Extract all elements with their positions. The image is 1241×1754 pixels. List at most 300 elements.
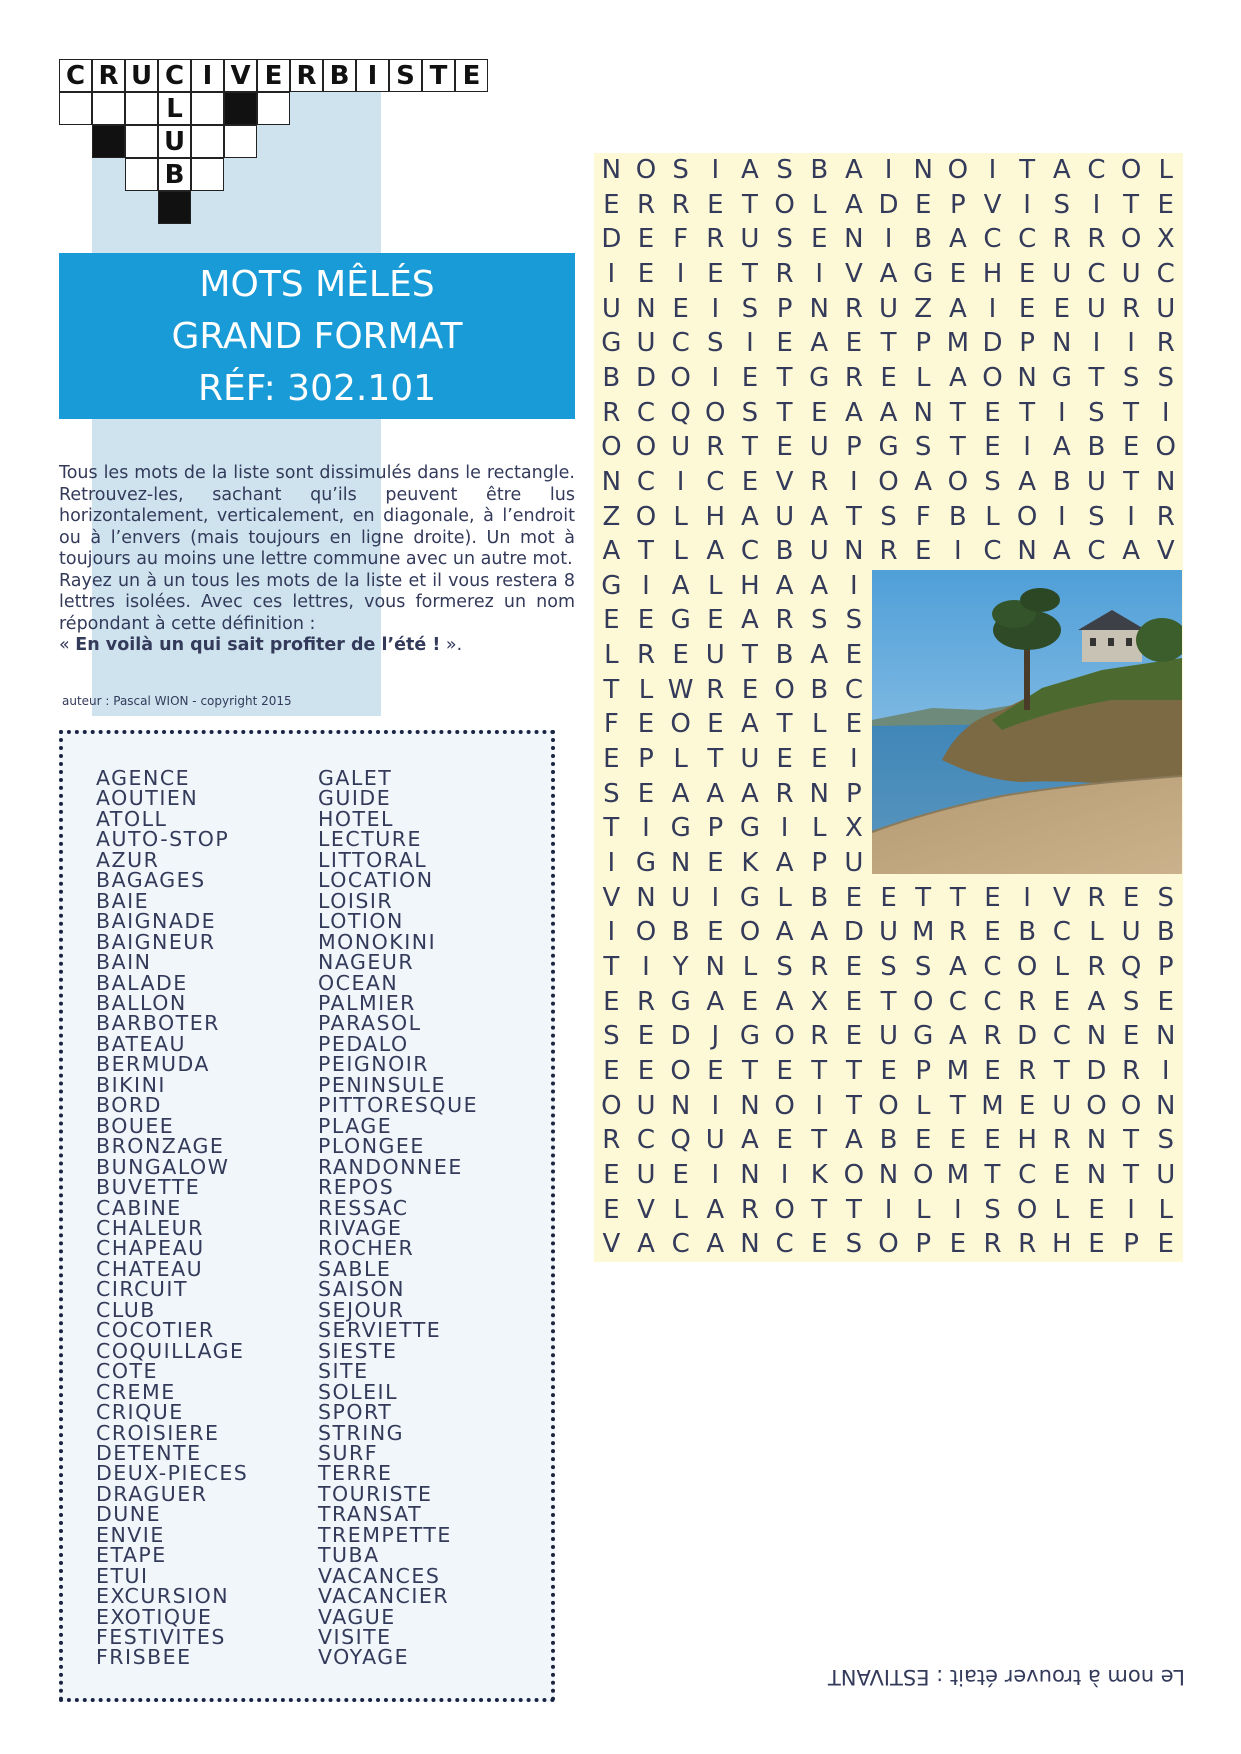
grid-letter[interactable]: S — [810, 605, 828, 636]
grid-letter[interactable]: S — [1122, 986, 1140, 1017]
grid-letter[interactable]: E — [984, 882, 1001, 913]
grid-letter[interactable]: S — [984, 466, 1001, 497]
grid-letter[interactable]: S — [707, 328, 724, 359]
grid-letter[interactable]: R — [844, 293, 863, 324]
grid-letter[interactable]: O — [601, 432, 622, 463]
grid-letter[interactable]: E — [880, 882, 897, 913]
grid-letter[interactable]: A — [948, 951, 967, 982]
grid-letter[interactable]: E — [776, 744, 793, 775]
grid-letter[interactable]: T — [638, 536, 654, 567]
grid-letter[interactable]: I — [1092, 328, 1101, 359]
grid-letter[interactable]: N — [844, 536, 864, 567]
grid-letter[interactable]: B — [810, 882, 829, 913]
grid-letter[interactable]: B — [810, 674, 829, 705]
grid-letter[interactable]: P — [707, 813, 724, 844]
grid-letter[interactable]: Y — [672, 951, 689, 982]
grid-letter[interactable]: L — [1054, 1194, 1070, 1225]
grid-letter[interactable]: U — [775, 501, 795, 532]
grid-letter[interactable]: T — [845, 1194, 862, 1225]
grid-letter[interactable]: U — [1052, 258, 1072, 289]
grid-letter[interactable]: I — [1161, 1055, 1170, 1086]
grid-letter[interactable]: U — [740, 224, 760, 255]
grid-letter[interactable]: C — [1156, 258, 1175, 289]
grid-letter[interactable]: E — [1053, 1159, 1070, 1190]
grid-letter[interactable]: R — [1018, 1055, 1037, 1086]
grid-letter[interactable]: T — [949, 432, 966, 463]
grid-letter[interactable]: C — [1087, 536, 1106, 567]
grid-letter[interactable]: L — [1089, 917, 1104, 948]
grid-letter[interactable]: U — [636, 328, 656, 359]
grid-letter[interactable]: T — [880, 328, 897, 359]
grid-letter[interactable]: S — [1122, 362, 1140, 393]
grid-letter[interactable]: E — [637, 709, 655, 740]
grid-letter[interactable]: R — [879, 536, 898, 567]
grid-letter[interactable]: V — [637, 1194, 655, 1225]
grid-letter[interactable]: E — [672, 1159, 689, 1190]
grid-letter[interactable]: I — [607, 917, 616, 948]
grid-letter[interactable]: E — [776, 1125, 793, 1156]
grid-letter[interactable]: A — [844, 397, 863, 428]
grid-letter[interactable]: O — [878, 1090, 899, 1121]
grid-letter[interactable]: V — [602, 1229, 621, 1260]
grid-letter[interactable]: N — [844, 224, 864, 255]
grid-letter[interactable]: T — [845, 1090, 862, 1121]
grid-letter[interactable]: I — [1057, 501, 1066, 532]
grid-letter[interactable]: A — [1052, 432, 1071, 463]
grid-letter[interactable]: E — [914, 1125, 932, 1156]
grid-letter[interactable]: G — [913, 1021, 934, 1052]
grid-letter[interactable]: B — [879, 1125, 898, 1156]
grid-letter[interactable]: C — [775, 1229, 794, 1260]
grid-letter[interactable]: S — [1053, 189, 1071, 220]
grid-letter[interactable]: E — [811, 224, 828, 255]
grid-letter[interactable]: U — [740, 744, 760, 775]
grid-letter[interactable]: L — [673, 1194, 688, 1225]
grid-letter[interactable]: S — [845, 1229, 863, 1260]
grid-letter[interactable]: P — [1157, 951, 1174, 982]
grid-letter[interactable]: P — [811, 848, 828, 878]
grid-letter[interactable]: M — [911, 917, 935, 948]
grid-letter[interactable]: A — [948, 362, 967, 393]
grid-letter[interactable]: T — [603, 813, 620, 844]
grid-letter[interactable]: N — [913, 397, 933, 428]
grid-letter[interactable]: C — [1087, 155, 1106, 185]
grid-letter[interactable]: O — [843, 1159, 865, 1190]
grid-letter[interactable]: E — [637, 224, 655, 255]
grid-letter[interactable]: T — [949, 397, 966, 428]
grid-letter[interactable]: I — [711, 1159, 720, 1190]
grid-letter[interactable]: O — [670, 709, 691, 740]
grid-letter[interactable]: R — [636, 640, 656, 671]
grid-letter[interactable]: U — [636, 1090, 656, 1121]
grid-letter[interactable]: S — [603, 1021, 620, 1052]
grid-letter[interactable]: T — [1053, 1055, 1070, 1086]
grid-letter[interactable]: E — [741, 466, 759, 497]
grid-letter[interactable]: N — [1052, 328, 1072, 359]
grid-letter[interactable]: C — [671, 1229, 690, 1260]
grid-letter[interactable]: O — [635, 432, 657, 463]
grid-letter[interactable]: O — [774, 189, 795, 220]
grid-letter[interactable]: E — [1018, 293, 1036, 324]
grid-letter[interactable]: S — [914, 951, 932, 982]
grid-letter[interactable]: U — [1156, 1159, 1176, 1190]
grid-letter[interactable]: E — [637, 258, 655, 289]
grid-letter[interactable]: O — [1016, 501, 1038, 532]
grid-letter[interactable]: R — [1018, 1229, 1037, 1260]
grid-letter[interactable]: B — [1052, 466, 1071, 497]
grid-letter[interactable]: A — [948, 224, 967, 255]
grid-letter[interactable]: C — [1087, 258, 1106, 289]
grid-letter[interactable]: E — [949, 1125, 967, 1156]
grid-letter[interactable]: O — [1155, 432, 1176, 463]
grid-letter[interactable]: T — [984, 1159, 1001, 1190]
grid-letter[interactable]: T — [1019, 155, 1036, 185]
grid-letter[interactable]: E — [1157, 189, 1174, 220]
grid-letter[interactable]: U — [705, 1125, 725, 1156]
grid-letter[interactable]: T — [1123, 189, 1140, 220]
grid-letter[interactable]: A — [775, 848, 794, 878]
grid-letter[interactable]: E — [707, 709, 724, 740]
grid-letter[interactable]: O — [635, 917, 657, 948]
grid-letter[interactable]: E — [1122, 432, 1140, 463]
grid-letter[interactable]: S — [880, 951, 897, 982]
grid-letter[interactable]: E — [984, 432, 1001, 463]
grid-letter[interactable]: I — [850, 466, 858, 497]
grid-letter[interactable]: I — [676, 258, 685, 289]
grid-letter[interactable]: R — [775, 605, 794, 636]
grid-letter[interactable]: O — [635, 501, 657, 532]
grid-letter[interactable]: A — [671, 778, 690, 809]
grid-letter[interactable]: I — [954, 1194, 962, 1225]
grid-letter[interactable]: N — [601, 155, 622, 185]
grid-letter[interactable]: S — [984, 1194, 1001, 1225]
grid-letter[interactable]: A — [914, 466, 933, 497]
grid-letter[interactable]: V — [1052, 882, 1071, 913]
grid-letter[interactable]: L — [673, 744, 688, 775]
grid-letter[interactable]: V — [602, 882, 621, 913]
grid-letter[interactable]: E — [984, 1055, 1001, 1086]
grid-letter[interactable]: T — [1123, 466, 1140, 497]
grid-letter[interactable]: A — [810, 501, 829, 532]
grid-letter[interactable]: I — [884, 224, 893, 255]
grid-letter[interactable]: I — [607, 258, 616, 289]
grid-letter[interactable]: S — [603, 778, 620, 809]
grid-letter[interactable]: R — [706, 224, 725, 255]
grid-letter[interactable]: M — [981, 1090, 1004, 1121]
grid-letter[interactable]: R — [1122, 1055, 1141, 1086]
grid-letter[interactable]: L — [742, 951, 758, 982]
grid-letter[interactable]: A — [671, 570, 690, 601]
grid-letter[interactable]: N — [636, 293, 656, 324]
grid-letter[interactable]: U — [879, 1021, 899, 1052]
grid-letter[interactable]: I — [711, 882, 720, 913]
grid-letter[interactable]: G — [601, 328, 622, 359]
grid-letter[interactable]: L — [811, 709, 827, 740]
grid-letter[interactable]: T — [880, 986, 897, 1017]
grid-letter[interactable]: E — [845, 986, 863, 1017]
grid-letter[interactable]: N — [1086, 1125, 1107, 1156]
grid-letter[interactable]: O — [601, 1090, 622, 1121]
grid-letter[interactable]: I — [1161, 397, 1170, 428]
grid-letter[interactable]: U — [1121, 917, 1141, 948]
grid-letter[interactable]: N — [670, 848, 691, 878]
grid-letter[interactable]: R — [948, 917, 967, 948]
grid-letter[interactable]: I — [884, 1194, 893, 1225]
grid-letter[interactable]: A — [775, 917, 794, 948]
grid-letter[interactable]: E — [603, 189, 620, 220]
grid-letter[interactable]: E — [776, 328, 793, 359]
grid-letter[interactable]: A — [741, 778, 759, 809]
grid-letter[interactable]: T — [741, 432, 758, 463]
grid-letter[interactable]: F — [603, 709, 619, 740]
grid-letter[interactable]: R — [636, 986, 656, 1017]
grid-letter[interactable]: H — [740, 570, 760, 601]
grid-letter[interactable]: E — [637, 1021, 655, 1052]
grid-letter[interactable]: T — [741, 258, 758, 289]
grid-letter[interactable]: R — [1087, 951, 1106, 982]
grid-letter[interactable]: T — [1123, 1159, 1140, 1190]
grid-letter[interactable]: A — [844, 1125, 863, 1156]
grid-letter[interactable]: R — [810, 1021, 829, 1052]
grid-letter[interactable]: C — [948, 986, 967, 1017]
grid-letter[interactable]: A — [844, 155, 863, 185]
grid-letter[interactable]: A — [706, 1229, 725, 1260]
grid-letter[interactable]: Q — [670, 397, 691, 428]
grid-letter[interactable]: G — [670, 813, 691, 844]
grid-letter[interactable]: O — [1016, 951, 1038, 982]
grid-letter[interactable]: L — [673, 501, 688, 532]
grid-letter[interactable]: I — [607, 848, 616, 878]
grid-letter[interactable]: S — [776, 951, 793, 982]
grid-letter[interactable]: C — [1052, 917, 1071, 948]
grid-letter[interactable]: S — [741, 397, 759, 428]
grid-letter[interactable]: L — [777, 882, 792, 913]
grid-letter[interactable]: G — [739, 813, 761, 844]
grid-letter[interactable]: I — [1057, 397, 1066, 428]
grid-letter[interactable]: V — [775, 466, 794, 497]
grid-letter[interactable]: N — [1156, 1021, 1176, 1052]
grid-letter[interactable]: I — [642, 570, 650, 601]
grid-letter[interactable]: U — [671, 882, 691, 913]
grid-letter[interactable]: D — [635, 362, 656, 393]
grid-letter[interactable]: S — [1088, 501, 1105, 532]
grid-letter[interactable]: U — [1086, 293, 1106, 324]
grid-letter[interactable]: O — [982, 362, 1003, 393]
grid-letter[interactable]: U — [601, 293, 621, 324]
grid-letter[interactable]: R — [636, 189, 656, 220]
grid-letter[interactable]: U — [671, 432, 691, 463]
grid-letter[interactable]: E — [776, 1055, 793, 1086]
grid-letter[interactable]: E — [603, 986, 620, 1017]
grid-letter[interactable]: S — [672, 155, 689, 185]
grid-letter[interactable]: A — [1052, 536, 1071, 567]
grid-letter[interactable]: A — [706, 536, 725, 567]
grid-letter[interactable]: B — [1018, 917, 1037, 948]
grid-letter[interactable]: E — [1088, 1229, 1105, 1260]
grid-letter[interactable]: I — [711, 293, 720, 324]
grid-letter[interactable]: E — [741, 362, 759, 393]
grid-letter[interactable]: O — [774, 1194, 795, 1225]
grid-letter[interactable]: E — [845, 709, 863, 740]
grid-letter[interactable]: N — [1156, 1090, 1176, 1121]
grid-letter[interactable]: B — [602, 362, 621, 393]
grid-letter[interactable]: T — [1088, 362, 1105, 393]
grid-letter[interactable]: I — [642, 951, 650, 982]
grid-letter[interactable]: E — [845, 882, 863, 913]
grid-letter[interactable]: V — [844, 258, 863, 289]
grid-letter[interactable]: U — [844, 848, 864, 878]
grid-letter[interactable]: L — [811, 813, 827, 844]
grid-letter[interactable]: G — [739, 882, 761, 913]
grid-letter[interactable]: O — [878, 1229, 899, 1260]
grid-letter[interactable]: N — [913, 155, 933, 185]
grid-letter[interactable]: A — [741, 501, 759, 532]
grid-letter[interactable]: Z — [602, 501, 621, 532]
grid-letter[interactable]: O — [1120, 224, 1142, 255]
grid-letter[interactable]: E — [845, 951, 863, 982]
grid-letter[interactable]: N — [740, 1229, 760, 1260]
grid-letter[interactable]: U — [1121, 258, 1141, 289]
grid-letter[interactable]: A — [879, 258, 898, 289]
grid-letter[interactable]: V — [1156, 536, 1175, 567]
grid-letter[interactable]: A — [1018, 466, 1037, 497]
grid-letter[interactable]: T — [1019, 397, 1036, 428]
grid-letter[interactable]: T — [603, 951, 620, 982]
grid-letter[interactable]: C — [636, 1125, 656, 1156]
grid-letter[interactable]: A — [706, 1194, 725, 1225]
grid-letter[interactable]: M — [946, 1055, 970, 1086]
grid-letter[interactable]: A — [706, 986, 725, 1017]
grid-letter[interactable]: T — [776, 362, 793, 393]
grid-letter[interactable]: O — [912, 986, 934, 1017]
grid-letter[interactable]: V — [983, 189, 1002, 220]
grid-letter[interactable]: O — [878, 466, 899, 497]
grid-letter[interactable]: N — [1017, 536, 1037, 567]
grid-letter[interactable]: R — [775, 258, 794, 289]
grid-letter[interactable]: E — [845, 640, 863, 671]
grid-letter[interactable]: E — [1157, 1229, 1174, 1260]
grid-letter[interactable]: A — [810, 640, 829, 671]
grid-letter[interactable]: C — [983, 536, 1002, 567]
grid-letter[interactable]: N — [1156, 466, 1176, 497]
grid-letter[interactable]: X — [810, 986, 829, 1017]
grid-letter[interactable]: G — [739, 1021, 761, 1052]
grid-letter[interactable]: E — [880, 362, 897, 393]
grid-letter[interactable]: E — [1157, 986, 1174, 1017]
grid-letter[interactable]: A — [741, 1125, 759, 1156]
grid-letter[interactable]: O — [912, 1159, 934, 1190]
grid-letter[interactable]: N — [1017, 362, 1037, 393]
grid-letter[interactable]: C — [1052, 1021, 1071, 1052]
grid-letter[interactable]: E — [845, 1021, 863, 1052]
grid-letter[interactable]: R — [706, 674, 725, 705]
grid-letter[interactable]: S — [1088, 397, 1105, 428]
grid-letter[interactable]: L — [811, 189, 827, 220]
grid-letter[interactable]: A — [844, 189, 863, 220]
grid-letter[interactable]: N — [1086, 1021, 1107, 1052]
grid-letter[interactable]: P — [950, 189, 966, 220]
grid-letter[interactable]: P — [776, 293, 793, 324]
grid-letter[interactable]: C — [983, 951, 1002, 982]
grid-letter[interactable]: L — [673, 536, 688, 567]
grid-letter[interactable]: R — [1122, 293, 1141, 324]
grid-letter[interactable]: Q — [1120, 951, 1142, 982]
grid-letter[interactable]: C — [983, 224, 1002, 255]
grid-letter[interactable]: E — [707, 605, 724, 636]
grid-letter[interactable]: A — [1122, 536, 1140, 567]
grid-letter[interactable]: L — [985, 501, 1000, 532]
grid-letter[interactable]: I — [711, 362, 720, 393]
grid-letter[interactable]: T — [776, 397, 793, 428]
grid-letter[interactable]: A — [810, 917, 829, 948]
grid-letter[interactable]: E — [914, 536, 932, 567]
grid-letter[interactable]: C — [1018, 1159, 1037, 1190]
grid-letter[interactable]: R — [844, 362, 863, 393]
grid-letter[interactable]: I — [1092, 189, 1101, 220]
grid-letter[interactable]: I — [1127, 328, 1135, 359]
grid-letter[interactable]: A — [741, 709, 759, 740]
grid-letter[interactable]: G — [913, 258, 934, 289]
grid-letter[interactable]: P — [846, 778, 862, 809]
grid-letter[interactable]: G — [1051, 362, 1072, 393]
grid-letter[interactable]: L — [915, 1090, 931, 1121]
grid-letter[interactable]: E — [707, 848, 724, 878]
grid-letter[interactable]: L — [1158, 1194, 1173, 1225]
grid-letter[interactable]: S — [1157, 882, 1174, 913]
grid-letter[interactable]: R — [740, 1194, 759, 1225]
grid-letter[interactable]: S — [741, 293, 759, 324]
grid-letter[interactable]: T — [741, 1055, 758, 1086]
grid-letter[interactable]: U — [879, 293, 899, 324]
grid-letter[interactable]: M — [946, 1159, 970, 1190]
grid-letter[interactable]: G — [670, 605, 691, 636]
grid-letter[interactable]: O — [670, 362, 691, 393]
grid-letter[interactable]: P — [915, 1055, 932, 1086]
grid-letter[interactable]: E — [811, 744, 828, 775]
grid-letter[interactable]: I — [988, 293, 997, 324]
grid-letter[interactable]: T — [741, 640, 758, 671]
grid-letter[interactable]: I — [780, 1159, 789, 1190]
grid-letter[interactable]: C — [671, 328, 690, 359]
grid-letter[interactable]: T — [603, 674, 620, 705]
grid-letter[interactable]: I — [988, 155, 997, 185]
grid-letter[interactable]: L — [915, 362, 931, 393]
grid-letter[interactable]: C — [740, 536, 760, 567]
grid-letter[interactable]: A — [775, 986, 794, 1017]
grid-letter[interactable]: I — [1023, 432, 1031, 463]
grid-letter[interactable]: O — [1120, 155, 1142, 185]
grid-letter[interactable]: U — [809, 536, 829, 567]
grid-letter[interactable]: A — [948, 293, 967, 324]
grid-letter[interactable]: R — [706, 432, 725, 463]
grid-letter[interactable]: R — [810, 951, 829, 982]
grid-letter[interactable]: E — [811, 1229, 828, 1260]
grid-letter[interactable]: N — [809, 293, 829, 324]
grid-letter[interactable]: E — [984, 917, 1001, 948]
grid-letter[interactable]: I — [850, 744, 858, 775]
grid-letter[interactable]: L — [708, 570, 723, 601]
grid-letter[interactable]: I — [780, 813, 789, 844]
grid-letter[interactable]: A — [1052, 155, 1071, 185]
grid-letter[interactable]: S — [1157, 362, 1174, 393]
grid-letter[interactable]: P — [638, 744, 654, 775]
grid-letter[interactable]: N — [809, 778, 829, 809]
grid-letter[interactable]: R — [1052, 224, 1071, 255]
grid-letter[interactable]: E — [603, 744, 620, 775]
grid-letter[interactable]: A — [741, 605, 759, 636]
grid-letter[interactable]: D — [1086, 1055, 1107, 1086]
grid-letter[interactable]: B — [671, 917, 690, 948]
